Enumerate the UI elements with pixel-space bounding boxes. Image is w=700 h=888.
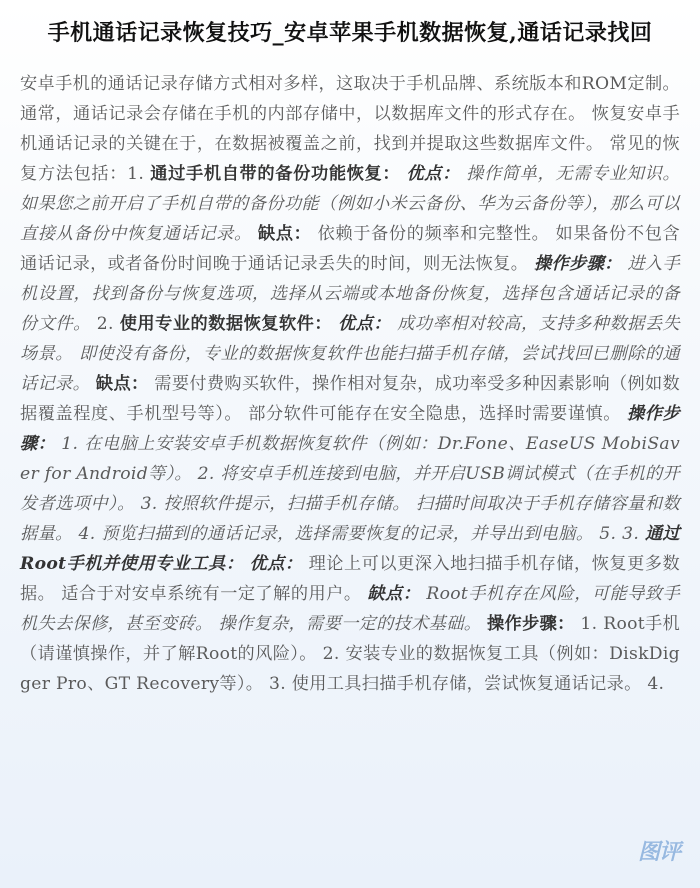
- method-3-number: 3.: [616, 524, 645, 544]
- method-3-cons-text: Root手机存在风险，可能导致手机失去保修，甚至变砖。 操作复杂，需要一定的技术基础。: [20, 584, 681, 634]
- method-1-steps-label: 操作步骤：: [534, 254, 622, 274]
- method-2-number: 2.: [90, 314, 120, 334]
- method-1-heading: 通过手机自带的备份功能恢复：: [150, 164, 401, 184]
- method-3-steps-text: 1. Root手机（请谨慎操作，并了解Root的风险）。 2. 安装专业的数据恢复工具（例如：DiskDigger Pro、GT Recovery等）。 3. 使用工具扫描手机存储，尝试恢复通话记录。 4.: [20, 614, 680, 694]
- method-3-pros-text: 理论上可以更深入地扫描手机存储，恢复更多数据。 适合于对安卓系统有一定了解的用户。: [20, 554, 680, 604]
- method-2-pros-text: 成功率相对较高，支持多种数据丢失场景。 即使没有备份，专业的数据恢复软件也能扫描手机存储，尝试找回已删除的通话记录。: [20, 314, 681, 394]
- article-body: [20, 69, 680, 699]
- method-3-cons-label: 缺点：: [367, 584, 421, 604]
- method-2-cons-label: 缺点：: [95, 374, 149, 394]
- site-watermark-logo: 图评: [637, 840, 680, 865]
- method-3-steps-label: 操作步骤：: [487, 614, 575, 634]
- method-2-steps-text: 1. 在电脑上安装安卓手机数据恢复软件（例如：Dr.Fone、EaseUS MobiSaver for Android等）。 2. 将安卓手机连接到电脑，并开启USB调试模式（在手机的开发者选项中）。 3. 按照软件提示，扫描手机存储。 扫描时间取决于手机存储容量和数据量。 4. 预览扫描到的通话记录，选择需要恢复的记录，并导出到电脑。 5.: [20, 434, 680, 544]
- method-1-cons-label: 缺点：: [257, 224, 312, 244]
- method-3-heading: 通过Root手机并使用专业工具：: [20, 524, 680, 574]
- method-2-pros-label: 优点：: [338, 314, 392, 334]
- method-2-steps-label: 操作步骤：: [20, 404, 680, 454]
- method-3-pros-label: 优点：: [249, 554, 303, 574]
- method-1-cons-text: 依赖于备份的频率和完整性。 如果备份不包含通话记录，或者备份时间晚于通话记录丢失的时间，则无法恢复。: [20, 224, 681, 274]
- method-1-pros-label: 优点：: [406, 164, 460, 184]
- method-1-pros-text: 操作简单，无需专业知识。 如果您之前开启了手机自带的备份功能（例如小米云备份、华为云备份等），那么可以直接从备份中恢复通话记录。: [20, 164, 681, 244]
- paragraph-intro: 安卓手机的通话记录存储方式相对多样，这取决于手机品牌、系统版本和ROM定制。 通常，通话记录会存储在手机的内部存储中，以数据库文件的形式存在。 恢复安卓手机通话记录的关键在于，在数据被覆盖之前，找到并提取这些数据库文件。 常见的恢复方法包括：1.: [20, 74, 680, 184]
- method-1-steps-text: 进入手机设置，找到备份与恢复选项，选择从云端或本地备份恢复，选择包含通话记录的备份文件。: [20, 254, 680, 334]
- method-2-heading: 使用专业的数据恢复软件：: [119, 314, 333, 334]
- page-title: 手机通话记录恢复技巧_安卓苹果手机数据恢复,通话记录找回: [47, 20, 653, 46]
- method-2-cons-text: 需要付费购买软件，操作相对复杂，成功率受多种因素影响（例如数据覆盖程度、手机型号等）。 部分软件可能存在安全隐患，选择时需要谨慎。: [20, 374, 681, 424]
